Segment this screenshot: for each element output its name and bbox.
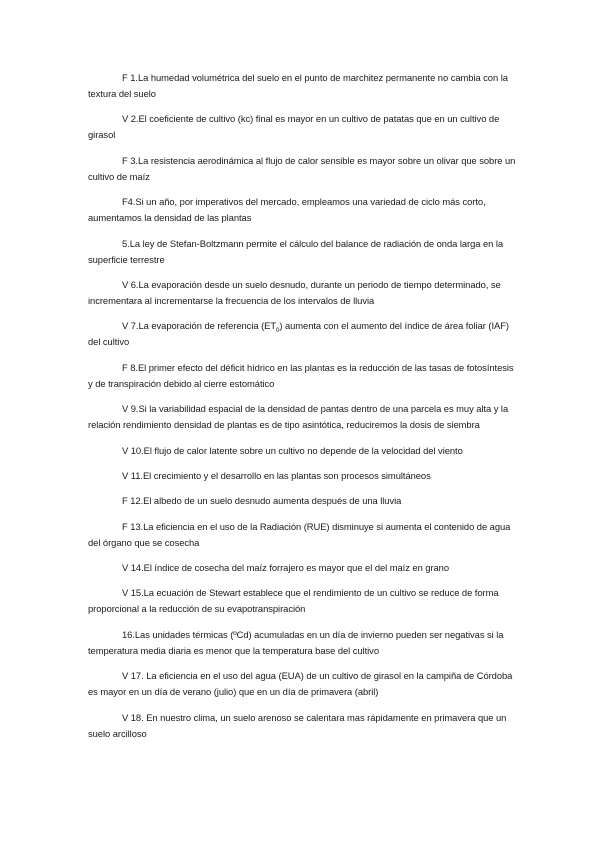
statement-item-7 <box>88 318 520 350</box>
statement-item-12: F 12.El albedo de un suelo desnudo aumenta después de una lluvia <box>122 495 402 507</box>
statement-list <box>88 70 520 751</box>
statement-item-18: V 18. En nuestro clima, un suelo arenoso se calentara mas rápidamente en primavera que un suelo arcilloso <box>88 711 507 739</box>
statement-item-16: 16.Las unidades térmicas (ºCd) acumuladas en un día de invierno pueden ser negativas si la temperatura media diaria es menor que la temperatura base del cultivo <box>88 628 504 656</box>
statement-item-8: F 8.El primer efecto del déficit hídrico en las plantas es la reducción de las tasas de fotosíntesis y de transpiración debido al cierre estomático <box>88 361 514 389</box>
statement-item-1: F 1.La humedad volumétrica del suelo en el punto de marchitez permanente no cambia con la textura del suelo <box>88 72 508 99</box>
statement-item-7-subscript: 0 <box>276 328 280 335</box>
statement-item-2: V 2.El coeficiente de cultivo (kc) final es mayor en un cultivo de patatas que en un cultivo de girasol <box>88 113 500 141</box>
statement-item-7-before: V 7.La evaporación de referencia (ET <box>122 320 277 332</box>
statement-item-4: F4.Si un año, por imperativos del mercado, empleamos una variedad de ciclo más corto, aumentamos la densidad de las plantas <box>88 196 486 224</box>
statement-item-11: V 11.El crecimiento y el desarrollo en las plantas son procesos simultáneos <box>122 469 431 481</box>
statement-item-14: V 14.El índice de cosecha del maíz forrajero es mayor que el del maíz en grano <box>122 562 450 574</box>
statement-item-17: V 17. La eficiencia en el uso del agua (EUA) de un cultivo de girasol en la campiña de Córdoba es mayor en un día de verano (julio) que en un día de primavera (abril) <box>88 670 513 698</box>
statement-item-7-after: ) aumenta con el aumento del índice de área foliar (IAF) del cultivo <box>88 320 509 348</box>
statement-item-6: V 6.La evaporación desde un suelo desnudo, durante un periodo de tiempo determinado, se incrementara al incrementarse la frecuencia de los intervalos de lluvia <box>88 278 501 306</box>
statement-item-3: F 3.La resistencia aerodinámica al flujo de calor sensible es mayor sobre un olivar que sobre un cultivo de maíz <box>88 154 516 182</box>
statement-item-10: V 10.El flujo de calor latente sobre un cultivo no depende de la velocidad del viento <box>122 444 463 456</box>
statement-item-15: V 15.La ecuación de Stewart establece que el rendimiento de un cultivo se reduce de forma proporcional a la reducción de su evapotranspiración <box>88 587 499 615</box>
statement-item-13: F 13.La eficiencia en el uso de la Radiación (RUE) disminuye si aumenta el contenido de agua del órgano que se cosecha <box>88 520 511 548</box>
statement-item-5: 5.La ley de Stefan-Boltzmann permite el cálculo del balance de radiación de onda larga en la superficie terrestre <box>88 237 504 265</box>
statement-item-9: V 9.Si la variabilidad espacial de la densidad de pantas dentro de una parcela es muy alta y la relación rendimiento densidad de plantas es de tipo asintótica, reduciremos la dosis de siembra <box>88 403 509 431</box>
